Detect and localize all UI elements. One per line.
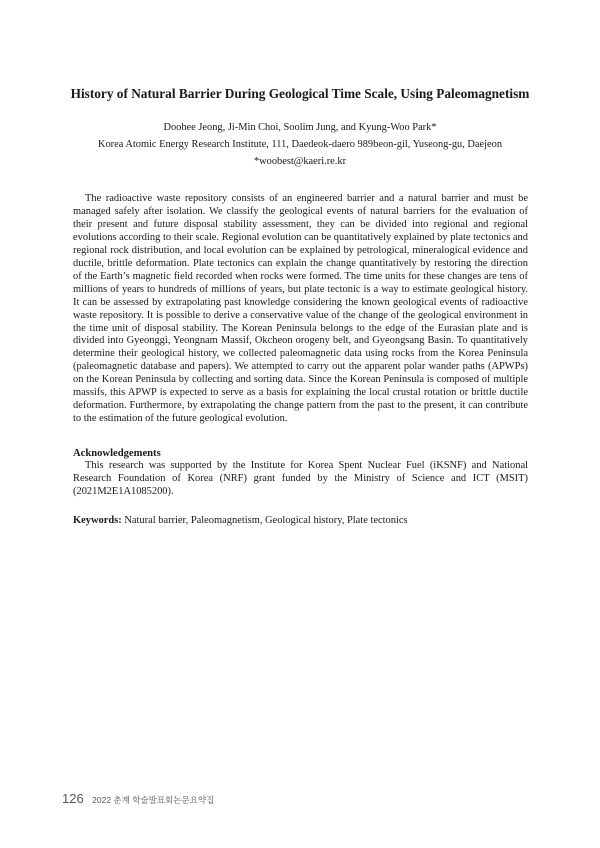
acknowledgements-text: This research was supported by the Institute for Korea Spent Nuclear Fuel (iKSNF) and National Research Foundation of Korea (NRF) grant funded by the Ministry of Science and ICT (MSIT) (2021M2E1A1085200).	[73, 460, 528, 497]
affiliation: Korea Atomic Energy Research Institute, 111, Daedeok-daero 989beon-gil, Yuseong-gu, Daejeon	[97, 139, 503, 150]
keywords-list: Natural barrier, Paleomagnetism, Geological history, Plate tectonics	[124, 515, 408, 526]
corresponding-email: *woobest@kaeri.re.kr	[253, 156, 347, 167]
keywords-label: Keywords:	[73, 515, 122, 526]
abstract-text: The radioactive waste repository consists of an engineered barrier and a natural barrier and must be managed safely after isolation. We classify the geological events of natural barriers for the evaluation of their present and future disposal stability assessment, they can be divided into regional and regional evolutions according to their scale. Regional evolution can be quantitatively explained by plate tectonics and regional rock distribution, and local evolution can be explained by petrological, mineralogical evidence and ductile, brittle deformation. Plate tectonics can explain the change quantitatively by restoring the direction of the Earth’s magnetic field recorded when rocks were formed. The time units for these changes are tens of millions of years to hundreds of millions of years, but plate tectonic is a way to estimate geological history. It can be assessed by extrapolating past knowledge considering the known geological events of radioactive waste repository. It is possible to derive a conservative value of the change of the geological environment in the time unit of disposal stability. The Korean Peninsula belongs to the edge of the Eurasian plate and is divided into Gyeonggi, Yeongnam Massif, Okcheon orogeny belt, and Gyeongsang Basin. To quantitatively determine their geological history, we collected paleomagnetic data using rocks from the Korea Peninsula (paleomagnetic database and papers). We attempted to carry out the apparent polar wander paths (APWPs) on the Korean Peninsula by collecting and sorting data. Since the Korean Peninsula is composed of multiple massifs, this APWP is expected to serve as a basis for explaining the local crustal rotation or brittle ductile deformation. Furthermore, by extrapolating the change pattern from the past to the present, it can contribute to the estimation of the future geological evolution.	[73, 193, 528, 425]
keywords-line	[73, 514, 528, 527]
journal-name: 2022 춘계 학술발표회논문요약집	[92, 795, 215, 805]
authors: Doohee Jeong, Ji-Min Choi, Soolim Jung, and Kyung-Woo Park*	[163, 122, 437, 133]
acknowledgements-heading: Acknowledgements	[73, 448, 161, 459]
page-number: 126	[62, 791, 84, 806]
paper-title: History of Natural Barrier During Geological Time Scale, Using Paleomagnetism	[70, 86, 530, 101]
page-footer	[62, 790, 214, 808]
